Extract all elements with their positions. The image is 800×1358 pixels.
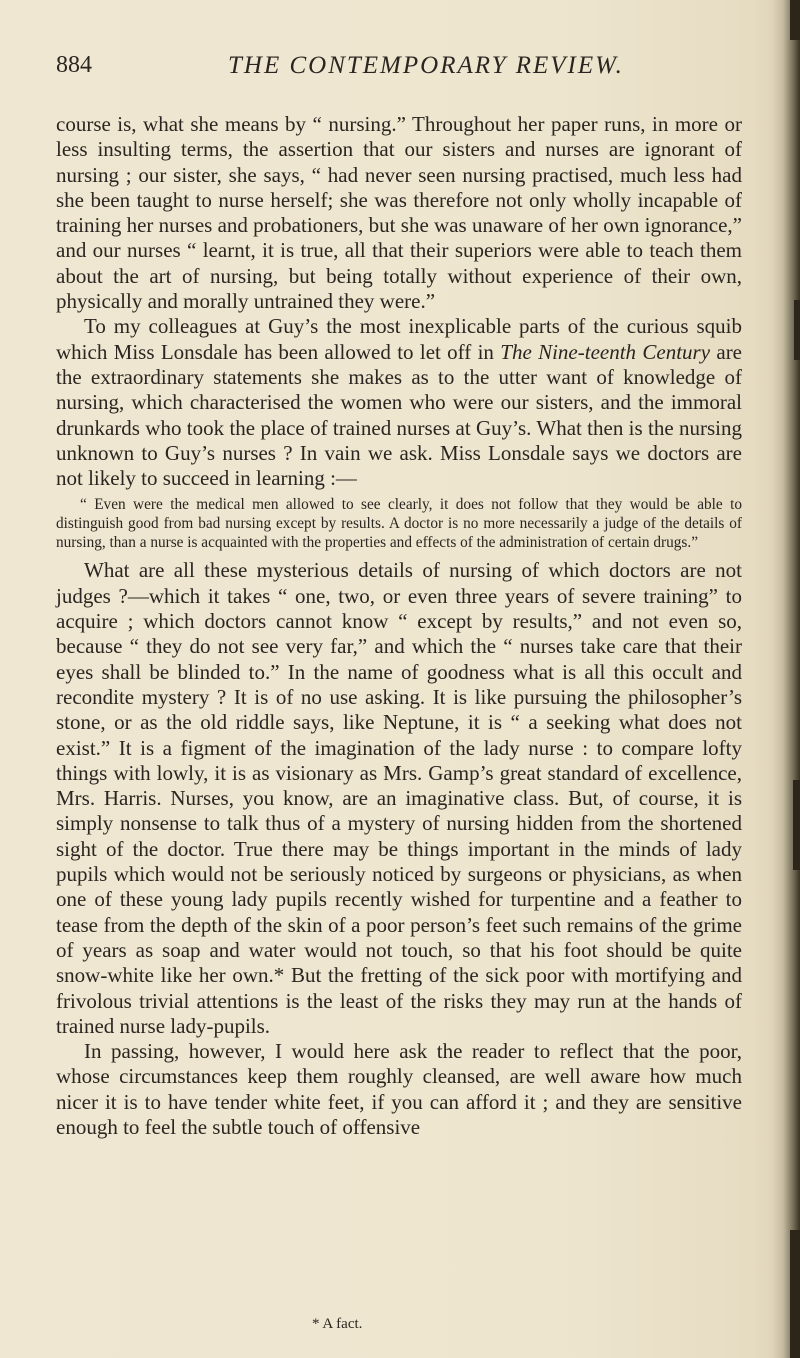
edge-shadow-mark [794,300,800,360]
running-title: THE CONTEMPORARY REVIEW. [228,52,624,79]
footnote: * A fact. [312,1316,363,1332]
paragraph-text: To my colleagues at Guy’s the most inexplicable parts of the curious squib which Miss Lonsdale has been allowed to let off in [56,314,742,364]
page-header [56,52,746,86]
paragraph: What are all these mysterious details of nursing of which doctors are not judges ?—which it takes “ one, two, or even three years of severe training” to acquire ; which doctors cannot know “ except by results,” and not even so, because “ they do not see very far,” and which the “ nurses take care that their eyes shall be blinded to.” In the name of goodness what is all this occult and recondite mystery ? It is of no use asking. It is like pursuing the philosopher’s stone, or as the old riddle says, like Neptune, it is “ a seeking what does not exist.” It is a figment of the imagination of the lady nurse : to compare lofty things with lowly, it is as visionary as Mrs. Gamp’s great standard of excellence, Mrs. Harris. Nurses, you know, are an imaginative class. But, of course, it is simply nonsense to talk thus of a mystery of nursing hidden from the shortened sight of the doctor. True there may be things important in the minds of lady pupils which would not be seriously noticed by surgeons or physicians, as when one of these young lady pupils recently wished for turpentine and a feather to tease from the depth of the skin of a poor person’s feet such remains of the grime of years as soap and water would not touch, so that his foot should be quite snow-white like her own.* But the fretting of the sick poor with mortifying and frivolous trivial attentions is the least of the risks they may run at the hands of trained nurse lady-pupils. [56,558,742,1038]
paragraph-text: are the extraordinary statements she makes as to the utter want of knowledge of nursing, which characterised the women who were our sisters, and the immoral drunkards who took the place of trained nurses at Guy’s. What then is the nursing unknown to Guy’s nurses ? In vain we ask. Miss Lonsdale says we doctors are not likely to succeed in learning :— [56,339,743,491]
journal-title: The Nine-teenth Century [500,339,711,364]
edge-shadow-mark [790,1230,800,1358]
paragraph: course is, what she means by “ nursing.” Throughout her paper runs, in more or less insulting terms, the assertion that our sisters and nurses are ignorant of nursing ; our sister, she says, “ had never seen nursing practised, much less had she been taught to nurse herself; she was therefore not only wholly incapable of training her nurses and probationers, but she was unaware of her own ignorance,” and our nurses “ learnt, it is true, all that their superiors were able to teach them about the art of nursing, but being totally without experience of their own, physically and morally untrained they were.” [56,112,742,314]
edge-shadow-mark [790,0,800,40]
paragraph: In passing, however, I would here ask the reader to reflect that the poor, whose circumstances keep them roughly cleansed, are well aware how much nicer it is to have tender white feet, if you can afford it ; and they are sensitive enough to feel the subtle touch of offensive [56,1039,742,1139]
article-body [56,112,742,1140]
page-binding-edge [772,0,800,1358]
block-quote: “ Even were the medical men allowed to see clearly, it does not follow that they would be able to distinguish good from bad nursing except by results. A doctor is no more necessarily a judge of the details of nursing, than a nurse is acquainted with the properties and effects of the administration of certain drugs.” [56,496,742,552]
edge-shadow-mark [793,780,800,870]
paragraph [56,314,742,491]
page-number: 884 [56,52,92,78]
